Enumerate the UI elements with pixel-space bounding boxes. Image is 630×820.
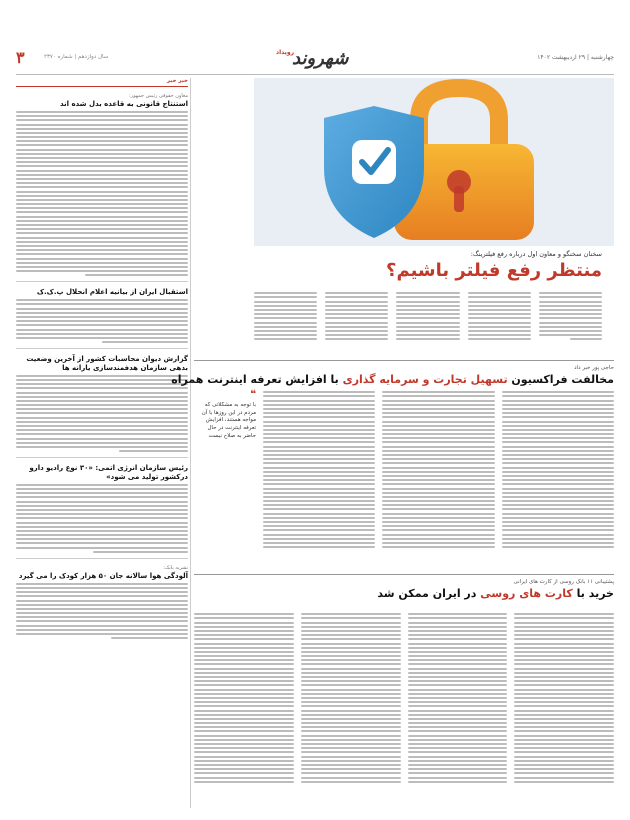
quote-icon: ❝ — [250, 389, 257, 400]
headline-part: در ایران ممکن شد — [377, 587, 477, 600]
headline-part: با افزایش تعرفه اینترنت همراه — [171, 373, 339, 386]
sidebar-item-title: آلودگی هوا سالانه جان ۵۰ هزار کودک را می گیرد — [18, 571, 188, 580]
body-text — [16, 111, 188, 276]
text-column — [396, 290, 459, 352]
body-text — [16, 484, 188, 553]
headline-part: مخالفت فراکسیون — [511, 373, 614, 386]
article-russian-cards — [194, 574, 614, 811]
article-body — [194, 389, 614, 571]
padlock-icon — [254, 78, 614, 246]
text-column — [301, 611, 401, 811]
hero-story — [194, 78, 614, 354]
sidebar-item-title: استنتاج قانونی به قاعده بدل شده اند — [59, 100, 188, 108]
news-sidebar — [16, 78, 188, 808]
sidebar-item — [16, 464, 188, 553]
issue-date: چهارشنبه | ۲۹ اردیبهشت ۱۴۰۲ — [537, 54, 614, 61]
sidebar-item-kicker: نشریه بانک: — [163, 564, 188, 571]
text-column — [254, 290, 317, 352]
masthead — [16, 46, 614, 75]
headline-part: خرید با — [576, 587, 614, 600]
pull-quote-text: با توجه به مشکلاتی که مردم در این روزها با آن مواجه هستند، افزایش تعرفه اینترنت در حال حاضر به صلاح نیست — [201, 402, 257, 439]
padlock-shield-illustration — [254, 78, 614, 246]
issue-meta: سال دوازدهم | شماره ۲۳۷۰ — [44, 54, 109, 60]
headline-highlight: کارت های روسی — [480, 587, 573, 600]
logo — [276, 46, 366, 70]
sidebar-item-kicker: معاون حقوقی رئیس جمهور: — [129, 93, 188, 99]
article-kicker: حاجی پور خبر داد — [574, 365, 614, 371]
text-column — [502, 389, 614, 571]
logo-main: شهروند — [292, 48, 349, 69]
text-column — [539, 290, 602, 352]
body-text — [16, 299, 188, 343]
sidebar-item-title: گزارش دیوان محاسبات کشور از آخرین وضعیت بدهی سازمان هدفمندسازی یارانه ها — [26, 355, 188, 372]
text-column — [468, 290, 531, 352]
article-kicker: پشتیبانی ۱۱ بانک روسی از کارت های ایرانی — [513, 579, 614, 585]
body-text — [16, 583, 188, 639]
column-divider — [190, 78, 191, 808]
page-number: ۳ — [16, 48, 25, 67]
sidebar-item — [16, 93, 188, 276]
sidebar-item-title: استقبال ایران از بیانیه اعلام انحلال پ.ک.ک — [36, 288, 188, 297]
sidebar-label: خبر خبر — [16, 78, 188, 87]
article-body — [194, 611, 614, 811]
pull-quote — [194, 389, 256, 571]
sidebar-item — [16, 355, 188, 452]
text-column — [263, 389, 375, 571]
text-column — [382, 389, 494, 571]
text-column — [408, 611, 508, 811]
text-column — [514, 611, 614, 811]
text-column — [325, 290, 388, 352]
headline-highlight: تسهیل تجارت و سرمایه گذاری — [342, 373, 508, 386]
sidebar-item-title: رئیس سازمان انرژی اتمی: «۳۰ نوع رادیو دارو درکشور تولید می شود» — [29, 464, 188, 481]
article-headline — [171, 373, 614, 386]
hero-body — [254, 290, 602, 352]
hero-title: منتظر رفع فیلتر باشیم؟ — [386, 260, 602, 281]
sidebar-item — [16, 288, 188, 343]
body-text — [16, 375, 188, 452]
sidebar-item — [16, 565, 188, 639]
hero-subtitle: سخنان سخنگو و معاون اول درباره رفع فیلترینگ: — [470, 250, 602, 258]
text-column — [194, 611, 294, 811]
logo-sub: رویداد — [276, 49, 295, 56]
article-headline — [194, 587, 614, 600]
